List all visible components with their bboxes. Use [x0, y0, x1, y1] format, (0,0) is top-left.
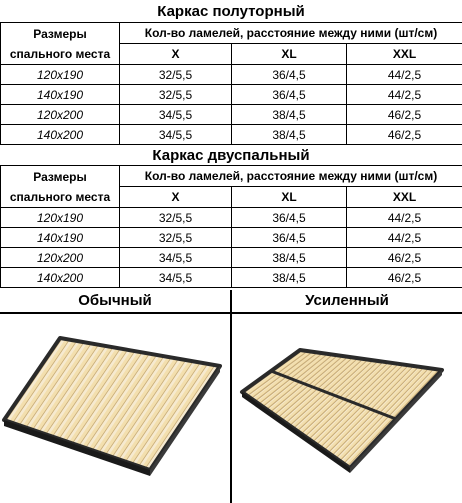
table-row [1, 248, 462, 268]
xxl-cell: 44/2,5 [347, 85, 462, 105]
size-cell: 120х200 [1, 248, 120, 268]
xl-cell: 36/4,5 [232, 228, 347, 248]
x-cell: 32/5,5 [120, 228, 232, 248]
table-row [1, 228, 462, 248]
table2-main-header: Кол-во ламелей, расстояние между ними (шт/см) [120, 166, 462, 187]
table1-spec-table [0, 22, 462, 145]
x-cell: 34/5,5 [120, 105, 232, 125]
xxl-cell: 44/2,5 [347, 208, 462, 228]
size-cell: 140х200 [1, 268, 120, 288]
size-cell: 140х200 [1, 125, 120, 145]
x-cell: 32/5,5 [120, 85, 232, 105]
xl-cell: 38/4,5 [232, 268, 347, 288]
xl-cell: 36/4,5 [232, 65, 347, 85]
size-cell: 140х190 [1, 85, 120, 105]
regular-frame-label: Обычный [78, 292, 152, 309]
table2-size-header: Размеры спального места [1, 166, 120, 208]
table2-title: Каркас двуспальный [152, 147, 310, 164]
regular-bed-frame-image [0, 330, 228, 480]
xl-cell: 36/4,5 [232, 85, 347, 105]
x-cell: 34/5,5 [120, 248, 232, 268]
xxl-cell: 46/2,5 [347, 248, 462, 268]
xl-cell: 38/4,5 [232, 105, 347, 125]
size-cell: 120х190 [1, 208, 120, 228]
x-cell: 32/5,5 [120, 208, 232, 228]
product-comparison [0, 290, 462, 503]
table-row [1, 268, 462, 288]
table-row [1, 65, 462, 85]
table1-size-header: Размеры спального места [1, 23, 120, 65]
xxl-cell: 46/2,5 [347, 268, 462, 288]
table2-col-xl: XL [232, 187, 347, 208]
table1-title: Каркас полуторный [157, 3, 305, 20]
xxl-cell: 46/2,5 [347, 105, 462, 125]
reinforced-bed-frame-image [238, 340, 456, 475]
size-cell: 120х200 [1, 105, 120, 125]
size-cell: 120х190 [1, 65, 120, 85]
table2-spec-table [0, 165, 462, 288]
table1-col-xl: XL [232, 44, 347, 65]
table-row [1, 105, 462, 125]
size-cell: 140х190 [1, 228, 120, 248]
table-row [1, 85, 462, 105]
xl-cell: 38/4,5 [232, 248, 347, 268]
table-row [1, 208, 462, 228]
xl-cell: 38/4,5 [232, 125, 347, 145]
table2-col-xxl: XXL [347, 187, 462, 208]
table1-col-x: X [120, 44, 232, 65]
xl-cell: 36/4,5 [232, 208, 347, 228]
x-cell: 34/5,5 [120, 125, 232, 145]
table-row [1, 125, 462, 145]
reinforced-frame-label: Усиленный [305, 292, 389, 309]
xxl-cell: 44/2,5 [347, 65, 462, 85]
x-cell: 34/5,5 [120, 268, 232, 288]
divider-vertical [230, 290, 232, 503]
table1-main-header: Кол-во ламелей, расстояние между ними (шт/см) [120, 23, 462, 44]
xxl-cell: 46/2,5 [347, 125, 462, 145]
xxl-cell: 44/2,5 [347, 228, 462, 248]
table1-col-xxl: XXL [347, 44, 462, 65]
x-cell: 32/5,5 [120, 65, 232, 85]
table2-col-x: X [120, 187, 232, 208]
